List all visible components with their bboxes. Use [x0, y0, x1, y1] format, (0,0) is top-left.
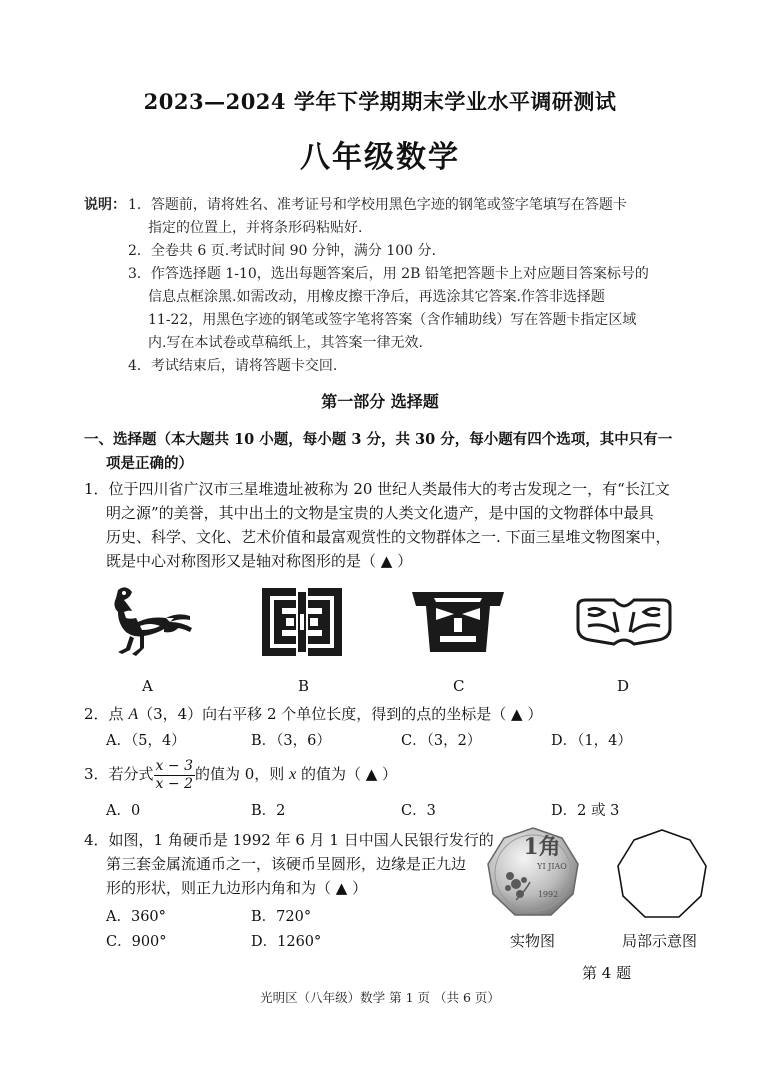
- q4-option-a: A．360°: [106, 909, 166, 925]
- q1-stem: 既是中心对称图形又是轴对称图形的是（ ▲ ）: [106, 552, 413, 570]
- q3-numerator: x − 3: [155, 757, 193, 774]
- q4-figure-label: 第 4 题: [582, 964, 632, 982]
- q3-stem-post: 的值为（ ▲ ）: [296, 765, 398, 783]
- q2-stem: [84, 702, 542, 727]
- instruction-line: 内.写在本试卷或草稿纸上，其答案一律无效.: [148, 335, 423, 351]
- coin-sub-text: YI JIAO: [537, 862, 567, 871]
- q4-option-b: B．720°: [251, 909, 312, 925]
- q1-option-label: C: [453, 677, 465, 695]
- q2-option-b: B．（3，6）: [251, 733, 331, 749]
- page-footer: 光明区（八年级）数学 第 1 页 （共 6 页）: [260, 990, 500, 1005]
- section-heading: 一、选择题（本大题共 10 小题，每小题 3 分，共 30 分，每小题有四个选项，其中只有一: [84, 431, 673, 448]
- q3-fraction: [154, 758, 195, 793]
- q3-stem-mid: 的值为 0，则: [194, 765, 290, 783]
- q2-stem-post: （3，4）向右平移 2 个单位长度，得到的点的坐标是（ ▲ ）: [138, 705, 543, 723]
- q1-option-label: D: [617, 677, 630, 695]
- q3-stem-pre: 3．若分式: [84, 765, 154, 783]
- section-heading: 项是正确的）: [106, 455, 193, 472]
- q1-option-label: B: [298, 677, 310, 695]
- q1-stem: 历史、科学、文化、艺术价值和最富观赏性的文物群体之一. 下面三星堆文物图案中，: [106, 528, 671, 546]
- mask-pattern-d-icon: [574, 598, 674, 648]
- instruction-line: 3．作答选择题 1-10，选出每题答案后，用 2B 铅笔把答题卡上对应题目答案标号的: [128, 266, 649, 282]
- instruction-line: 11-22，用黑色字迹的钢笔或签字笔将答案（含作辅助线）写在答题卡指定区域: [148, 312, 637, 328]
- q2-option-d: D．（1，4）: [551, 733, 632, 749]
- q1-stem: 明之源”的美誉，其中出土的文物是宝贵的人类文化遗产，是中国的文物群体中最具: [106, 504, 654, 522]
- instructions-label: 说明：: [84, 197, 126, 213]
- q4-stem: 4．如图，1 角硬币是 1992 年 6 月 1 日中国人民银行发行的: [84, 831, 494, 849]
- mask-pattern-c-icon: [410, 586, 506, 658]
- q3-option-c: C．3: [401, 803, 436, 819]
- q4-caption-schematic: 局部示意图: [622, 932, 698, 950]
- q3-option-d: D．2 或 3: [551, 803, 620, 819]
- instruction-line: 1．答题前，请将姓名、准考证号和学校用黑色字迹的钢笔或签字笔填写在答题卡: [128, 197, 627, 213]
- q4-stem: 第三套金属流通币之一，该硬币呈圆形，边缘是正九边: [106, 855, 467, 873]
- coin-denomination: 1角: [523, 834, 561, 860]
- q3-stem: [84, 754, 397, 794]
- nonagon-diagram-icon: [614, 826, 710, 922]
- instruction-line: 信息点框涂黑.如需改动，用橡皮擦干净后，再选涂其它答案.作答非选择题: [148, 289, 605, 305]
- instruction-line: 2．全卷共 6 页.考试时间 90 分钟，满分 100 分.: [128, 243, 436, 259]
- q3-denominator: x − 2: [155, 775, 193, 792]
- section-title: 第一部分 选择题: [321, 392, 439, 411]
- instruction-line: 4．考试结束后，请将答题卡交回.: [128, 358, 338, 374]
- mask-pattern-b-icon: [260, 584, 344, 660]
- bird-pattern-icon: [104, 582, 194, 660]
- q3-var: x: [289, 766, 297, 783]
- q3-option-b: B．2: [251, 803, 286, 819]
- subject-title: 八年级数学: [300, 140, 460, 175]
- q4-stem: 形的形状，则正九边形内角和为（ ▲ ）: [106, 879, 368, 897]
- q4-caption-photo: 实物图: [510, 932, 556, 950]
- q2-option-a: A．（5，4）: [106, 733, 186, 749]
- instruction-line: 指定的位置上，并将条形码粘贴好.: [148, 220, 363, 236]
- q3-option-a: A．0: [106, 803, 141, 819]
- q2-point-var: A: [128, 706, 139, 723]
- exam-title: 2023—2024 学年下学期期末学业水平调研测试: [143, 89, 617, 114]
- q2-option-c: C．（3，2）: [401, 733, 482, 749]
- q4-option-d: D．1260°: [251, 934, 322, 950]
- q4-option-c: C．900°: [106, 934, 167, 950]
- q1-option-label: A: [142, 677, 153, 695]
- q2-stem-pre: 2．点: [84, 705, 129, 723]
- q1-stem: 1．位于四川省广汉市三星堆遗址被称为 20 世纪人类最伟大的考古发现之一，有“长江文: [84, 480, 670, 498]
- coin-year: 1992: [537, 890, 559, 899]
